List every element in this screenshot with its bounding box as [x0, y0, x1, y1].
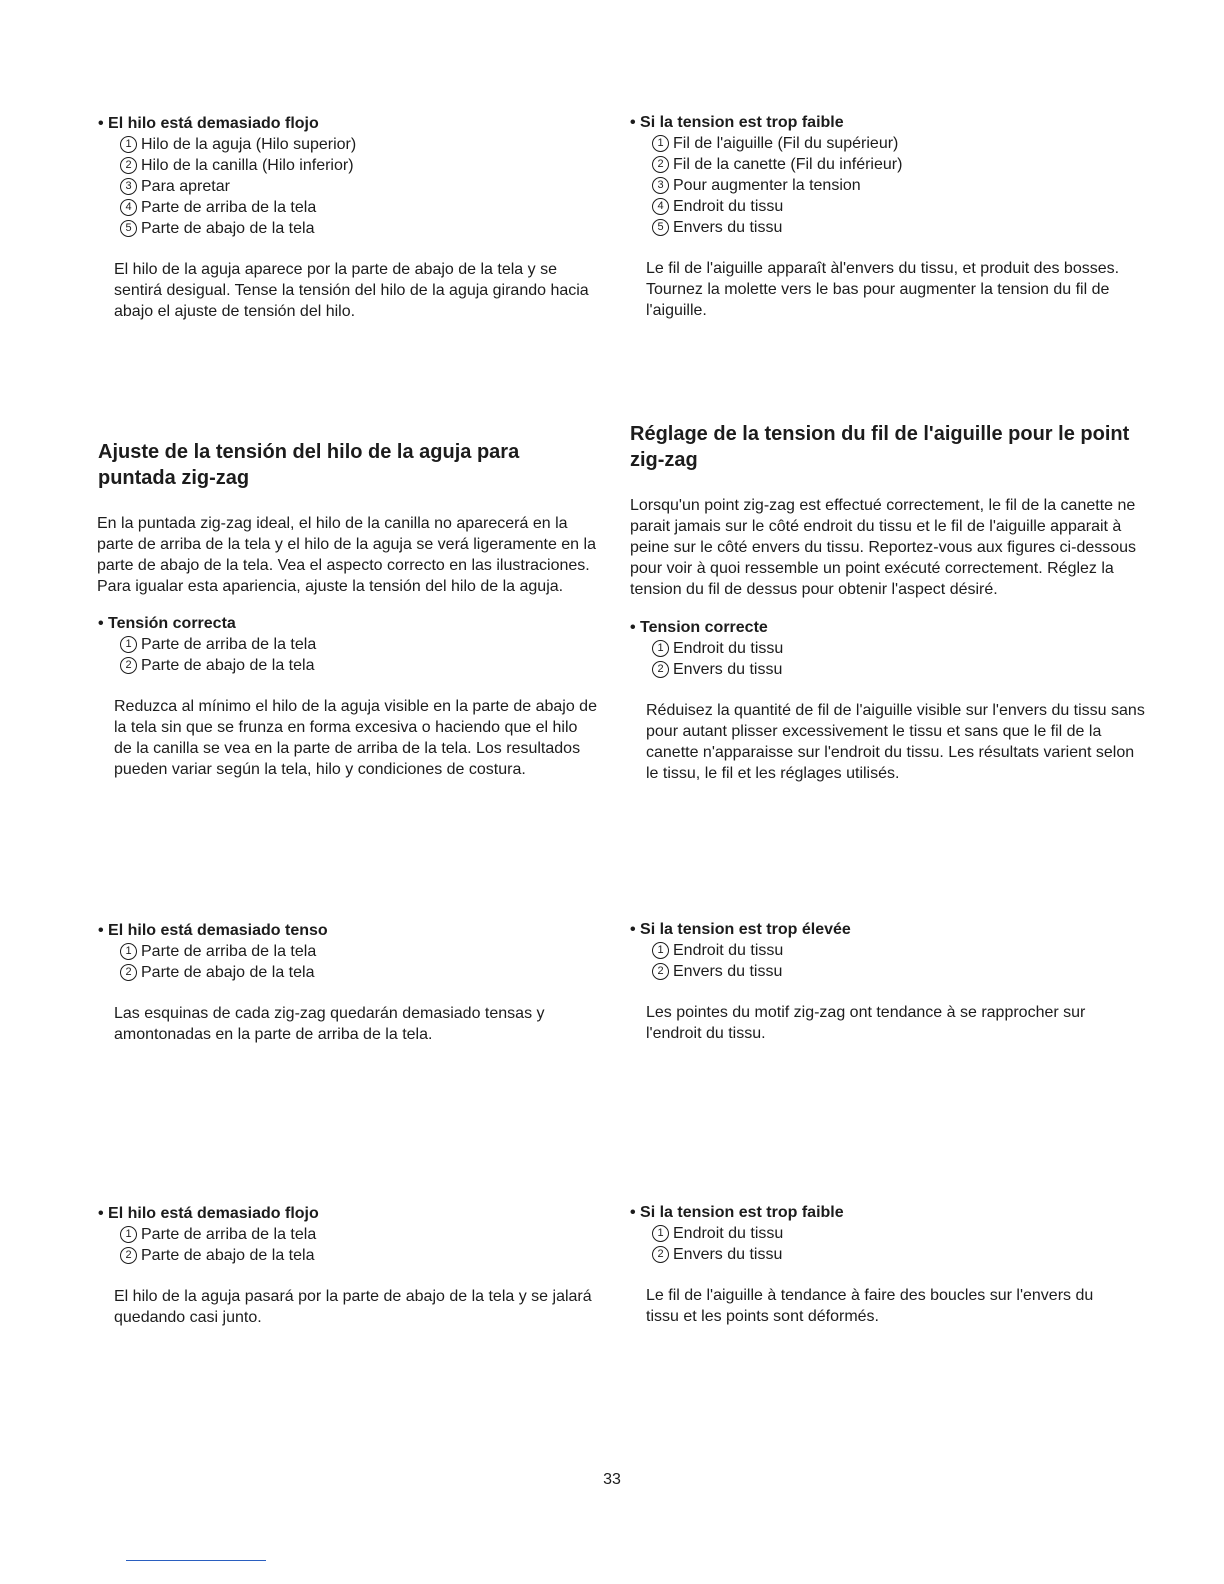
section-1-es	[98, 113, 598, 322]
list-item: 2 Envers du tissu	[652, 961, 1130, 982]
numbered-list	[652, 133, 1130, 238]
numbered-list	[652, 1223, 1130, 1265]
circled-number-2: 2	[652, 156, 669, 173]
description-paragraph: Réduisez la quantité de fil de l'aiguille visible sur l'envers du tissu sans pour autant plisser excessivement le tissu et sans que le fil de la canette n'apparaisse sur l'endroit du tissu. Les résultats varient selon le tissu, le fil et les réglages utilisés.	[646, 702, 1145, 782]
list-item: 4 Endroit du tissu	[652, 196, 1130, 217]
circled-number-2: 2	[120, 657, 137, 674]
list-item: 1 Fil de l'aiguille (Fil du supérieur)	[652, 133, 1130, 154]
intro-paragraph: Lorsqu'un point zig-zag est effectué correctement, le fil de la canette ne parait jamais sur le côté endroit du tissu et le fil de l'aiguille apparait à peine sur le côté envers du tissu. Reportez-vous aux figures ci-dessous pour voir à quoi ressemble un point exécuté correctement. Réglez la tension du fil de dessus pour obtenir l'aspect désiré.	[630, 497, 1137, 598]
bullet-title: • Si la tension est trop faible	[630, 1204, 844, 1221]
bullet-title: • El hilo está demasiado tenso	[98, 922, 328, 939]
description-paragraph: El hilo de la aguja aparece por la parte de abajo de la tela y se sentirá desigual. Tense la tensión del hilo de la aguja girando hacia abajo el ajuste de tensión del hilo.	[114, 261, 589, 320]
circled-number-1: 1	[652, 942, 669, 959]
list-item: 1 Endroit du tissu	[652, 1223, 1130, 1244]
list-item: 2 Parte de abajo de la tela	[120, 1245, 598, 1266]
list-item: 2 Parte de abajo de la tela	[120, 655, 598, 676]
circled-number-4: 4	[120, 199, 137, 216]
list-item: 1 Parte de arriba de la tela	[120, 941, 598, 962]
list-item: 5 Envers du tissu	[652, 217, 1130, 238]
description-paragraph: Les pointes du motif zig-zag ont tendance à se rapprocher sur l'endroit du tissu.	[646, 1004, 1086, 1042]
list-item: 2 Hilo de la canilla (Hilo inferior)	[120, 155, 598, 176]
list-item: 2 Envers du tissu	[652, 659, 1150, 680]
circled-number-3: 3	[652, 177, 669, 194]
numbered-list	[120, 134, 598, 239]
list-item: 3 Para apretar	[120, 176, 598, 197]
numbered-list	[652, 638, 1150, 680]
section-1-fr	[630, 112, 1130, 321]
description-paragraph: Las esquinas de cada zig-zag quedarán demasiado tensas y amontonadas en la parte de arriba de la tela.	[114, 1005, 545, 1043]
circled-number-1: 1	[120, 136, 137, 153]
circled-number-1: 1	[652, 640, 669, 657]
bullet-title: • Tension correcte	[630, 619, 768, 636]
section-4-es	[98, 1203, 598, 1328]
description-paragraph: Reduzca al mínimo el hilo de la aguja visible en la parte de abajo de la tela sin que se frunza en forma excesiva o haciendo que el hilo de la canilla se vea en la parte de arriba de la tela. Los resultados pueden variar según la tela, hilo y condiciones de costura.	[114, 698, 597, 778]
circled-number-5: 5	[120, 220, 137, 237]
numbered-list	[120, 941, 598, 983]
section-2-es	[98, 439, 598, 780]
circled-number-2: 2	[652, 1246, 669, 1263]
section-heading: Réglage de la tension du fil de l'aiguille pour le point zig-zag	[630, 423, 1130, 471]
section-2-fr	[630, 421, 1150, 784]
section-4-fr	[630, 1202, 1130, 1327]
section-heading: Ajuste de la tensión del hilo de la aguja para puntada zig-zag	[98, 441, 520, 489]
list-item: 1 Endroit du tissu	[652, 638, 1150, 659]
bullet-title: • Si la tension est trop faible	[630, 114, 844, 131]
bullet-title: • El hilo está demasiado flojo	[98, 1205, 319, 1222]
footer-divider	[126, 1560, 266, 1561]
list-item: 2 Parte de abajo de la tela	[120, 962, 598, 983]
circled-number-1: 1	[120, 943, 137, 960]
section-3-es	[98, 920, 598, 1045]
description-paragraph: El hilo de la aguja pasará por la parte de abajo de la tela y se jalará quedando casi junto.	[114, 1288, 592, 1326]
list-item: 1 Endroit du tissu	[652, 940, 1130, 961]
circled-number-2: 2	[652, 963, 669, 980]
circled-number-2: 2	[120, 1247, 137, 1264]
numbered-list	[120, 634, 598, 676]
list-item: 2 Envers du tissu	[652, 1244, 1130, 1265]
list-item: 5 Parte de abajo de la tela	[120, 218, 598, 239]
circled-number-1: 1	[120, 636, 137, 653]
circled-number-3: 3	[120, 178, 137, 195]
intro-paragraph: En la puntada zig-zag ideal, el hilo de la canilla no aparecerá en la parte de arriba de la tela y el hilo de la aguja se verá ligeramente en la parte de abajo de la tela. Vea el aspecto correcto en las ilustraciones. Para igualar esta apariencia, ajuste la tensión del hilo de la aguja.	[97, 515, 596, 595]
circled-number-5: 5	[652, 219, 669, 236]
bullet-title: • Si la tension est trop élevée	[630, 921, 851, 938]
description-paragraph: Le fil de l'aiguille à tendance à faire des boucles sur l'envers du tissu et les points sont déformés.	[646, 1287, 1094, 1325]
description-paragraph: Le fil de l'aiguille apparaît àl'envers du tissu, et produit des bosses. Tournez la molette vers le bas pour augmenter la tension du fil de l'aiguille.	[646, 260, 1120, 319]
circled-number-1: 1	[652, 1225, 669, 1242]
bullet-title: • Tensión correcta	[98, 615, 236, 632]
bullet-title: • El hilo está demasiado flojo	[98, 115, 319, 132]
list-item: 4 Parte de arriba de la tela	[120, 197, 598, 218]
circled-number-1: 1	[120, 1226, 137, 1243]
list-item: 3 Pour augmenter la tension	[652, 175, 1130, 196]
circled-number-2: 2	[652, 661, 669, 678]
list-item: 1 Parte de arriba de la tela	[120, 1224, 598, 1245]
circled-number-2: 2	[120, 157, 137, 174]
numbered-list	[120, 1224, 598, 1266]
circled-number-2: 2	[120, 964, 137, 981]
page-number: 33	[603, 1471, 621, 1488]
section-3-fr	[630, 919, 1130, 1044]
list-item: 2 Fil de la canette (Fil du inférieur)	[652, 154, 1130, 175]
numbered-list	[652, 940, 1130, 982]
circled-number-4: 4	[652, 198, 669, 215]
list-item: 1 Hilo de la aguja (Hilo superior)	[120, 134, 598, 155]
list-item: 1 Parte de arriba de la tela	[120, 634, 598, 655]
circled-number-1: 1	[652, 135, 669, 152]
